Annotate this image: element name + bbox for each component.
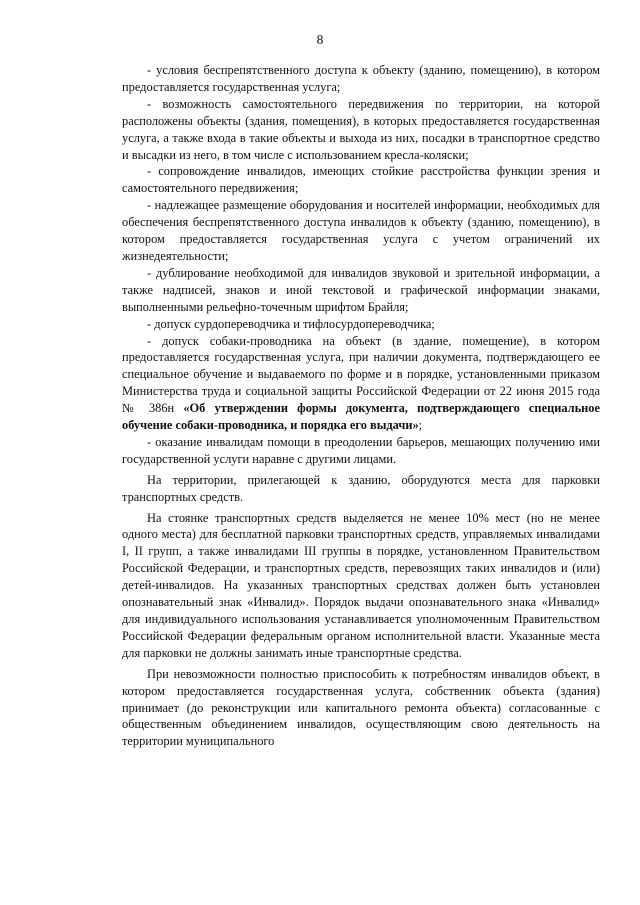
paragraph-assistance: - оказание инвалидам помощи в преодолении барьеров, мешающих получению ими государственной услуги наравне с другими лицами. <box>122 434 600 466</box>
paragraph-parking-territory: На территории, прилегающей к зданию, оборудуются места для парковки транспортных средств. <box>122 472 600 504</box>
paragraph-parking-spaces: На стоянке транспортных средств выделяется не менее 10% мест (но не менее одного места) для бесплатной парковки транспортных средств, управляемых инвалидами I, II групп, а также инвалидами III группы в порядке, установленном Правительством Российской Федерации, и транспортных средств, перевозящих таких инвалидов и (или) детей-инвалидов. На указанных транспортных средствах должен быть установлен опознавательный знак «Инвалид». Порядок выдачи опознавательного знака «Инвалид» для индивидуального использования устанавливается уполномоченным Правительством Российской Федерации федеральным органом исполнительной власти. Указанные места для парковки не должны занимать иные транспортные средства. <box>122 510 600 660</box>
paragraph-independent-movement: - возможность самостоятельного передвижения по территории, на которой расположены объекты (здания, помещения), в которых предоставляется государственная услуга, а также входа в такие объекты и выхода из них, посадки в транспортное средство и высадки из него, в том числе с использованием кресла-коляски; <box>122 96 600 162</box>
page-number: 8 <box>316 32 324 47</box>
order-title: «Об утверждении формы документа, подтверждающего специальное обучение собаки-проводника, и порядка его выдачи» <box>122 401 600 433</box>
paragraph-information-duplication: - дублирование необходимой для инвалидов звуковой и зрительной информации, а также надписей, знаков и иной текстовой и графической информации знаками, выполненными рельефно-точечным шрифтом Брайля; <box>122 265 600 314</box>
paragraph-adaptation: При невозможности полностью приспособить к потребностям инвалидов объект, в котором предоставляется государственная услуга, собственник объекта (здания) принимает (до реконструкции или капитального ремонта объекта) согласованные с общественным объединением инвалидов, осуществляющим свою деятельность на территории муниципального <box>122 666 600 749</box>
guide-dog-text: - допуск собаки-проводника на объект (в здание, помещение), в котором предоставляется государственная услуга, при наличии документа, подтверждающего ее специальное обучение и выдаваемого по форме и в порядке, установленными приказом Министерства труда и социальной защиты Российской Федерации от 22 июня 2015 года № 386н <box>122 333 600 416</box>
paragraph-escort: - сопровождение инвалидов, имеющих стойкие расстройства функции зрения и самостоятельного передвижения; <box>122 164 600 196</box>
guide-dog-tail: ; <box>418 418 423 433</box>
paragraph-guide-dog <box>122 333 600 434</box>
paragraph-sign-interpreter: - допуск сурдопереводчика и тифлосурдопереводчика; <box>147 316 435 331</box>
paragraph-access-conditions: - условия беспрепятственного доступа к объекту (зданию, помещению), в котором предоставляется государственная услуга; <box>122 63 600 94</box>
document-body <box>122 62 600 750</box>
paragraph-equipment-placement: - надлежащее размещение оборудования и носителей информации, необходимых для обеспечения беспрепятственного доступа инвалидов к объекту (зданию, помещению), в котором предоставляется государственная услуга с учетом ограничений их жизнедеятельности; <box>122 198 600 263</box>
